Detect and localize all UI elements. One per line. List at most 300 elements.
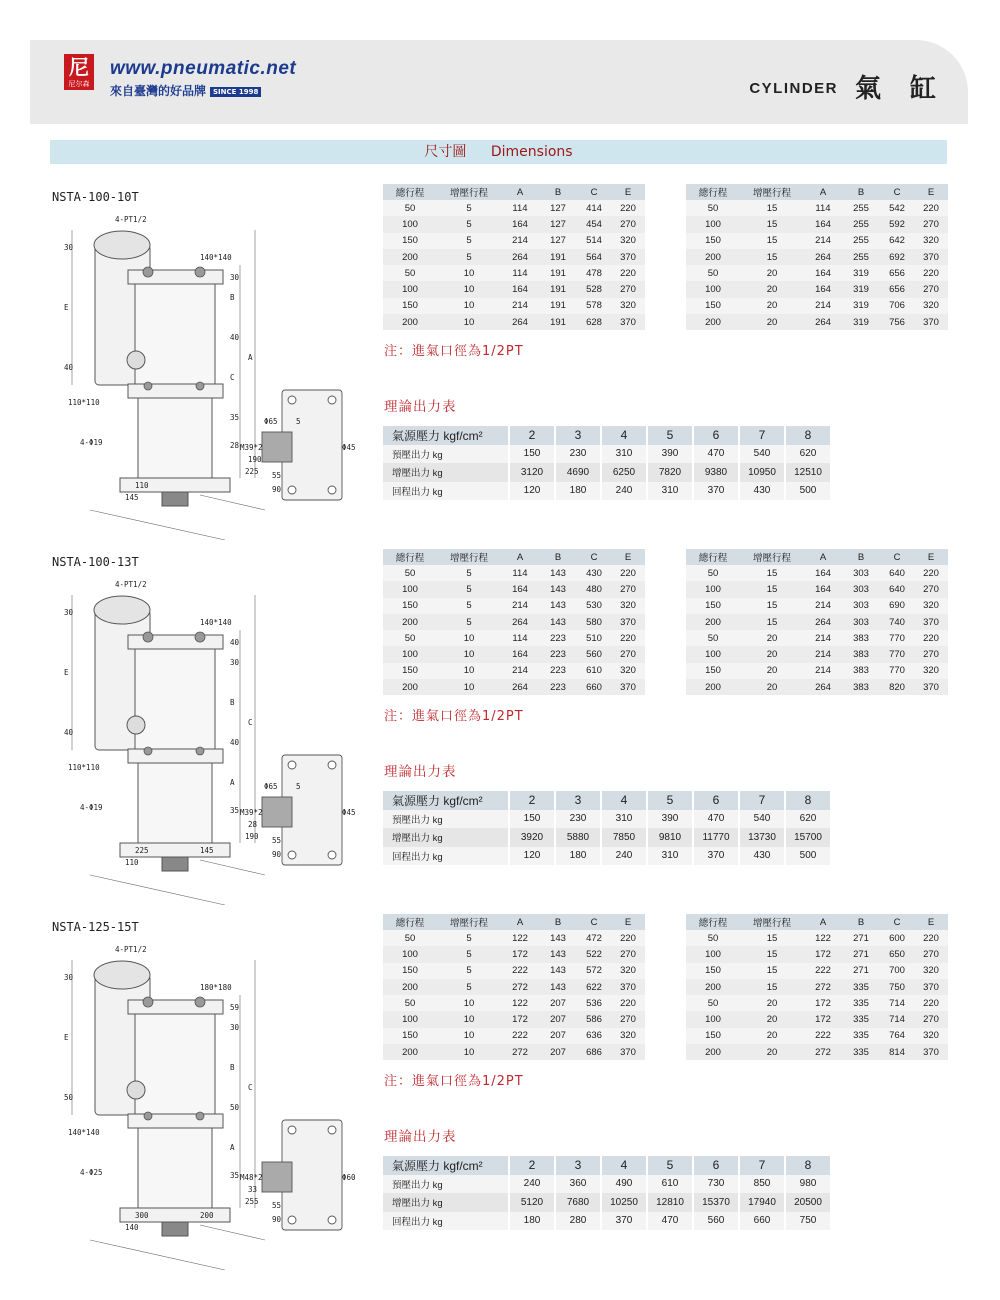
force-table: [383, 426, 830, 500]
table-cell: 15: [740, 581, 804, 597]
pressure-value: 6: [694, 1156, 738, 1175]
table-cell: 172: [804, 1011, 842, 1027]
table-cell: 370: [611, 679, 645, 695]
force-row: [383, 1193, 830, 1212]
table-cell: 430: [577, 565, 611, 581]
table-cell: 690: [880, 598, 914, 614]
table-cell: 5: [437, 200, 501, 216]
table-cell: 122: [804, 930, 842, 946]
table-cell: 191: [539, 281, 577, 297]
table-cell: 200: [383, 979, 437, 995]
force-header-row: [383, 791, 830, 810]
table-header-row: [383, 549, 645, 565]
force-value: 7680: [556, 1193, 600, 1212]
force-value: 500: [786, 847, 830, 866]
pressure-value: 7: [740, 426, 784, 445]
table-cell: 214: [804, 630, 842, 646]
table-header-row: [686, 549, 948, 565]
column-header: B: [539, 184, 577, 200]
table-cell: 370: [611, 249, 645, 265]
model-name: NSTA-100-13T: [52, 555, 139, 569]
table-row: [383, 281, 645, 297]
table-cell: 100: [686, 281, 740, 297]
table-header-row: [686, 914, 948, 930]
pressure-value: 2: [510, 426, 554, 445]
bolt: [144, 382, 152, 390]
table-cell: 223: [539, 679, 577, 695]
table-cell: 640: [880, 565, 914, 581]
table-cell: 214: [804, 598, 842, 614]
force-value: 15700: [786, 828, 830, 847]
table-cell: 622: [577, 979, 611, 995]
table-cell: 143: [539, 930, 577, 946]
force-value: 980: [786, 1175, 830, 1194]
base-label: 110*110: [68, 763, 100, 772]
table-cell: 335: [842, 1028, 880, 1044]
table-cell: 150: [686, 298, 740, 314]
dimension-table-right: [686, 914, 948, 1060]
force-row: [383, 828, 830, 847]
brand-url: www.pneumatic.net: [110, 58, 297, 79]
table-cell: 50: [686, 200, 740, 216]
flange-hole: [288, 486, 296, 494]
dim-label: 40: [64, 728, 74, 737]
table-row: [383, 598, 645, 614]
dim-label: 30: [64, 243, 74, 252]
table-cell: 20: [740, 1044, 804, 1060]
table-cell: 642: [880, 233, 914, 249]
table-row: [686, 963, 948, 979]
table-cell: 10: [437, 630, 501, 646]
table-cell: 530: [577, 598, 611, 614]
table-cell: 370: [914, 679, 948, 695]
table-cell: 264: [501, 614, 539, 630]
table-cell: 536: [577, 995, 611, 1011]
column-header: E: [611, 549, 645, 565]
pressure-value: 4: [602, 1156, 646, 1175]
column-header: 總行程: [383, 549, 437, 565]
table-cell: 383: [842, 679, 880, 695]
force-value: 230: [556, 810, 600, 829]
force-value: 620: [786, 445, 830, 464]
table-cell: 692: [880, 249, 914, 265]
column-header: A: [804, 914, 842, 930]
column-header: 總行程: [686, 914, 740, 930]
force-row: [383, 1175, 830, 1194]
table-cell: 20: [740, 630, 804, 646]
table-cell: 214: [804, 298, 842, 314]
table-header-row: [686, 184, 948, 200]
flange-dim: 90: [272, 485, 282, 494]
force-table-title: 理論出力表: [384, 1129, 457, 1145]
dim-label: 140: [125, 1223, 139, 1232]
force-row: [383, 463, 830, 482]
table-cell: 514: [577, 233, 611, 249]
pressure-label: 氣源壓力 kgf/cm²: [383, 426, 508, 445]
flange-hole: [288, 396, 296, 404]
table-cell: 542: [880, 200, 914, 216]
table-cell: 214: [501, 598, 539, 614]
table-row: [686, 1011, 948, 1027]
table-cell: 191: [539, 265, 577, 281]
force-value: 370: [694, 482, 738, 501]
table-row: [383, 265, 645, 281]
table-cell: 222: [804, 1028, 842, 1044]
table-cell: 264: [501, 249, 539, 265]
table-cell: 640: [880, 581, 914, 597]
column-header: 總行程: [686, 549, 740, 565]
pressure-value: 8: [786, 426, 830, 445]
table-cell: 472: [577, 930, 611, 946]
table-cell: 560: [577, 646, 611, 662]
force-value: 5880: [556, 828, 600, 847]
table-cell: 335: [842, 1011, 880, 1027]
table-cell: 20: [740, 265, 804, 281]
table-cell: 223: [539, 663, 577, 679]
table-cell: 143: [539, 565, 577, 581]
table-cell: 114: [501, 565, 539, 581]
table-cell: 164: [501, 281, 539, 297]
table-cell: 5: [437, 946, 501, 962]
table-cell: 150: [686, 233, 740, 249]
table-cell: 319: [842, 314, 880, 330]
table-row: [383, 995, 645, 1011]
pressure-value: 6: [694, 791, 738, 810]
flange-dim: Φ65: [264, 782, 278, 791]
table-cell: 370: [914, 1044, 948, 1060]
table-cell: 370: [914, 249, 948, 265]
table-cell: 660: [577, 679, 611, 695]
table-row: [383, 679, 645, 695]
bolt: [144, 1112, 152, 1120]
holes-label: 4-Φ25: [80, 1168, 103, 1177]
table-cell: 15: [740, 979, 804, 995]
table-cell: 5: [437, 979, 501, 995]
pressure-value: 3: [556, 1156, 600, 1175]
dim-label: 50: [230, 1103, 240, 1112]
table-cell: 272: [501, 1044, 539, 1060]
table-cell: 820: [880, 679, 914, 695]
dim-label: 35: [230, 806, 240, 815]
column-header: C: [577, 549, 611, 565]
force-value: 180: [556, 847, 600, 866]
reservoir-cap: [94, 231, 150, 259]
table-row: [383, 930, 645, 946]
table-cell: 303: [842, 614, 880, 630]
force-value: 370: [602, 1212, 646, 1231]
dim-label: C: [248, 1083, 253, 1092]
flange-hole: [328, 1126, 336, 1134]
force-value: 12810: [648, 1193, 692, 1212]
table-cell: 143: [539, 946, 577, 962]
force-value: 500: [786, 482, 830, 501]
table-cell: 15: [740, 233, 804, 249]
table-cell: 15: [740, 930, 804, 946]
force-value: 730: [694, 1175, 738, 1194]
middle-plate: [128, 384, 223, 398]
table-cell: 150: [383, 963, 437, 979]
table-row: [383, 646, 645, 662]
table-cell: 5: [437, 233, 501, 249]
table-cell: 114: [501, 200, 539, 216]
table-cell: 100: [383, 216, 437, 232]
table-cell: 214: [501, 233, 539, 249]
table-cell: 714: [880, 995, 914, 1011]
middle-plate: [128, 1114, 223, 1128]
table-cell: 15: [740, 614, 804, 630]
force-value: 620: [786, 810, 830, 829]
table-cell: 214: [501, 663, 539, 679]
table-row: [383, 200, 645, 216]
table-cell: 320: [914, 663, 948, 679]
dim-label: B: [230, 293, 235, 302]
force-value: 390: [648, 810, 692, 829]
dim-label: 33: [248, 1185, 258, 1194]
square-label: 180*180: [200, 983, 232, 992]
table-cell: 480: [577, 581, 611, 597]
table-row: [383, 565, 645, 581]
flange-dim: 55: [272, 836, 282, 845]
holes-label: 4-Φ19: [80, 803, 103, 812]
table-cell: 15: [740, 963, 804, 979]
table-cell: 320: [914, 598, 948, 614]
table-cell: 15: [740, 598, 804, 614]
holes-label: 4-Φ19: [80, 438, 103, 447]
flange-hole: [288, 1126, 296, 1134]
force-value: 370: [694, 847, 738, 866]
table-cell: 143: [539, 581, 577, 597]
table-cell: 200: [383, 314, 437, 330]
force-value: 310: [602, 445, 646, 464]
table-cell: 223: [539, 646, 577, 662]
pressure-value: 6: [694, 426, 738, 445]
table-cell: 20: [740, 646, 804, 662]
table-cell: 114: [501, 265, 539, 281]
table-row: [686, 1044, 948, 1060]
force-row-label: 增壓出力 kg: [383, 463, 508, 482]
force-table-title: 理論出力表: [384, 399, 457, 415]
lower-cylinder: [138, 763, 212, 843]
table-cell: 5: [437, 930, 501, 946]
table-cell: 214: [804, 233, 842, 249]
force-value: 150: [510, 810, 554, 829]
flange-hole: [288, 1216, 296, 1224]
flange-thread: [262, 432, 292, 462]
gauge: [127, 351, 145, 369]
force-value: 17940: [740, 1193, 784, 1212]
table-cell: 100: [383, 946, 437, 962]
table-cell: 214: [804, 663, 842, 679]
flange-hole: [328, 396, 336, 404]
table-cell: 320: [611, 1028, 645, 1044]
dim-label: 255: [245, 1197, 259, 1206]
table-cell: 5: [437, 614, 501, 630]
table-cell: 207: [539, 995, 577, 1011]
dim-label: 225: [135, 846, 149, 855]
table-cell: 270: [611, 581, 645, 597]
force-value: 7820: [648, 463, 692, 482]
table-row: [686, 598, 948, 614]
table-cell: 143: [539, 598, 577, 614]
table-row: [686, 646, 948, 662]
column-header: A: [501, 184, 539, 200]
table-cell: 150: [686, 963, 740, 979]
lower-cylinder: [138, 398, 212, 478]
table-cell: 770: [880, 630, 914, 646]
force-value: 12510: [786, 463, 830, 482]
port-label: 4-PT1/2: [115, 945, 147, 954]
dim-label: B: [230, 698, 235, 707]
force-value: 430: [740, 847, 784, 866]
table-cell: 127: [539, 200, 577, 216]
table-row: [383, 216, 645, 232]
table-cell: 335: [842, 1044, 880, 1060]
port-label: 4-PT1/2: [115, 580, 147, 589]
dim-label: 35: [230, 413, 240, 422]
bolt: [195, 632, 205, 642]
table-cell: 650: [880, 946, 914, 962]
table-cell: 164: [804, 216, 842, 232]
table-cell: 414: [577, 200, 611, 216]
force-header-row: [383, 426, 830, 445]
table-row: [383, 630, 645, 646]
table-cell: 303: [842, 565, 880, 581]
gauge: [127, 716, 145, 734]
table-cell: 454: [577, 216, 611, 232]
dim-label: E: [64, 303, 69, 312]
dim-label: C: [248, 718, 253, 727]
table-cell: 478: [577, 265, 611, 281]
column-header: B: [539, 549, 577, 565]
dim-label: 30: [230, 1023, 240, 1032]
upper-cylinder: [135, 1014, 215, 1114]
note: 注：進氣口徑為1/2PT: [384, 709, 524, 724]
force-value: 470: [648, 1212, 692, 1231]
table-cell: 20: [740, 1028, 804, 1044]
table-cell: 706: [880, 298, 914, 314]
dim-label: 28: [230, 441, 240, 450]
table-cell: 223: [539, 630, 577, 646]
force-value: 660: [740, 1212, 784, 1231]
table-cell: 50: [686, 930, 740, 946]
brand-since: SINCE 1998: [210, 87, 261, 97]
table-cell: 686: [577, 1044, 611, 1060]
table-cell: 5: [437, 216, 501, 232]
table-cell: 770: [880, 663, 914, 679]
dim-label: A: [248, 353, 253, 362]
note: 注：進氣口徑為1/2PT: [384, 344, 524, 359]
table-cell: 750: [880, 979, 914, 995]
table-cell: 5: [437, 598, 501, 614]
dim-label: 145: [125, 493, 139, 502]
dim-label: 30: [64, 608, 74, 617]
table-cell: 114: [501, 630, 539, 646]
top-plate: [128, 635, 223, 649]
table-cell: 172: [804, 995, 842, 1011]
table-cell: 150: [383, 663, 437, 679]
table-cell: 200: [686, 1044, 740, 1060]
table-row: [383, 298, 645, 314]
table-cell: 528: [577, 281, 611, 297]
table-row: [383, 614, 645, 630]
table-cell: 610: [577, 663, 611, 679]
flange-dim: Φ65: [264, 417, 278, 426]
force-value: 430: [740, 482, 784, 501]
bolt: [196, 1112, 204, 1120]
table-cell: 370: [914, 314, 948, 330]
table-cell: 150: [383, 1028, 437, 1044]
table-cell: 510: [577, 630, 611, 646]
table-row: [383, 249, 645, 265]
table-cell: 264: [804, 614, 842, 630]
bolt: [143, 997, 153, 1007]
table-cell: 580: [577, 614, 611, 630]
table-cell: 522: [577, 946, 611, 962]
table-cell: 172: [501, 946, 539, 962]
dim-label: 300: [135, 1211, 149, 1220]
table-cell: 370: [914, 614, 948, 630]
dim-label: 40: [230, 333, 240, 342]
table-cell: 220: [611, 200, 645, 216]
table-row: [383, 1011, 645, 1027]
dim-label: 28: [248, 820, 258, 829]
force-value: 850: [740, 1175, 784, 1194]
table-cell: 5: [437, 249, 501, 265]
table-cell: 164: [804, 265, 842, 281]
table-cell: 628: [577, 314, 611, 330]
table-cell: 264: [804, 249, 842, 265]
table-cell: 220: [611, 565, 645, 581]
table-cell: 10: [437, 1044, 501, 1060]
table-cell: 222: [501, 1028, 539, 1044]
column-header: B: [539, 914, 577, 930]
dimension-table-left: [383, 184, 645, 330]
table-cell: 200: [383, 1044, 437, 1060]
force-row: [383, 1212, 830, 1231]
table-cell: 220: [914, 565, 948, 581]
table-cell: 20: [740, 314, 804, 330]
flange-thread-label: M48*2: [240, 1173, 263, 1182]
flange-thread: [262, 1162, 292, 1192]
force-row-label: 回程出力 kg: [383, 847, 508, 866]
table-cell: 636: [577, 1028, 611, 1044]
table-row: [686, 630, 948, 646]
force-value: 10950: [740, 463, 784, 482]
table-cell: 303: [842, 581, 880, 597]
table-cell: 5: [437, 565, 501, 581]
table-cell: 319: [842, 298, 880, 314]
table-cell: 200: [383, 614, 437, 630]
square-label: 140*140: [200, 618, 232, 627]
upper-cylinder: [135, 284, 215, 384]
dim-label: 30: [230, 658, 240, 667]
column-header: E: [611, 184, 645, 200]
table-row: [686, 565, 948, 581]
dim-label: 40: [230, 738, 240, 747]
table-cell: 255: [842, 200, 880, 216]
table-cell: 264: [501, 679, 539, 695]
table-cell: 50: [383, 200, 437, 216]
column-header: 總行程: [383, 914, 437, 930]
table-cell: 320: [611, 963, 645, 979]
table-cell: 191: [539, 314, 577, 330]
flange-hole: [328, 1216, 336, 1224]
table-cell: 320: [611, 598, 645, 614]
flange-dim: 5: [296, 417, 301, 426]
table-row: [686, 281, 948, 297]
force-value: 15370: [694, 1193, 738, 1212]
table-row: [686, 946, 948, 962]
